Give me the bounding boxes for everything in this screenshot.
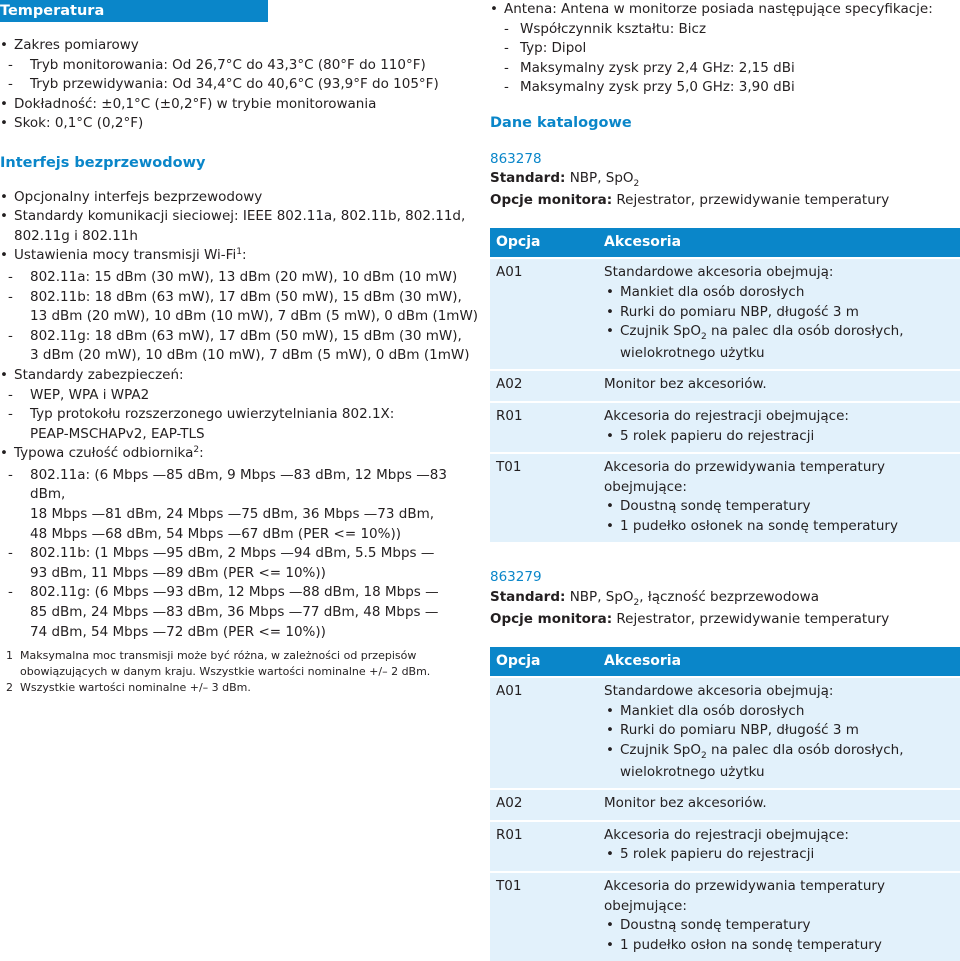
sensor-text-line2: wielokrotnego użytku [620,763,765,780]
power-a: - 802.11a: 15 dBm (30 mW), 13 dBm (20 mW), 10 dBm (10 mW) [8,268,458,285]
power-b-line1: 802.11b: 18 dBm (63 mW), 17 dBm (50 mW), 15 dBm (30 mW), [30,288,462,305]
footnote-1-line2: obowiązujących w danym kraju. Wszystkie wartości nominalne +/– 2 dBm. [20,665,431,678]
option-code: R01 [490,402,598,453]
wireless-optional: • Opcjonalny interfejs bezprzewodowy [0,188,480,208]
option-code: A01 [490,677,598,789]
accessory-desc [598,872,960,961]
accessories-table [490,228,960,542]
antenna-type: - Typ: Dipol [504,40,587,57]
option-code: R01 [490,821,598,872]
sensor-subscript: 2 [701,332,707,343]
sens-a-line2: 18 Mbps —81 dBm, 24 Mbps —75 dBm, 36 Mbps —73 dBm, [30,506,435,523]
row-bullet: • Doustną sondę temperatury [604,497,954,517]
table-row [490,677,960,789]
footnote-2-text: Wszystkie wartości nominalne +/– 3 dBm. [20,681,251,694]
sens-b-line2: 93 dBm, 11 Mbps —89 dBm (PER <= 10%)) [30,564,326,581]
power-title-text: Ustawienia mocy transmisji Wi-Fi [14,247,237,264]
row-bullet: • 5 rolek papieru do rejestracji [604,845,954,865]
sens-b-line1: 802.11b: (1 Mbps —95 dBm, 2 Mbps —94 dBm, 5.5 Mbps — [30,545,435,562]
monitor-mode: - Tryb monitorowania: Od 26,7°C do 43,3°C (80°F do 110°F) [8,56,426,73]
footnotes [0,648,470,696]
options-value: Rejestrator, przewidywanie temperatury [616,191,890,208]
table-row [490,872,960,961]
accessory-desc [598,677,960,789]
row-bullet: • 1 pudełko osłonek na sondę temperatury [604,517,954,537]
sens-g: - 802.11g: (6 Mbps —93 dBm, 12 Mbps —88 dBm, 18 Mbps — 85 dBm, 24 Mbps —83 dBm, 36 Mbps —77 dBm, 48 Mbps — 74 dBm, 54 Mbps —72 dBm (PER <= 10%)) [0,583,480,642]
step: • Skok: 0,1°C (0,2°F) [0,114,480,134]
accessory-desc: Monitor bez akcesoriów. [598,370,960,402]
antenna-gain24-text: Maksymalny zysk przy 2,4 GHz: 2,15 dBi [520,59,795,76]
table-row [490,789,960,821]
footnote-2 [0,680,470,696]
catalog-heading: Dane katalogowe [490,114,632,131]
col-accessories: Akcesoria [598,228,960,258]
sensor-subscript: 2 [701,751,707,762]
row-text: Akcesoria do rejestracji obejmujące: [604,407,849,424]
antenna-gain50: - Maksymalny zysk przy 5,0 GHz: 3,90 dBi [504,79,795,96]
sens-a: - 802.11a: (6 Mbps —85 dBm, 9 Mbps —83 dBm, 12 Mbps —83 dBm, 18 Mbps —81 dBm, 24 Mbps —75 dBm, 36 Mbps —73 dBm, 48 Mbps —68 dBm, 54 Mbps —67 dBm (PER <= 10%)) [0,466,480,544]
right-column [490,0,960,961]
options-label: Opcje monitora: [490,191,613,208]
option-code: A01 [490,258,598,370]
options-value: Rejestrator, przewidywanie temperatury [616,610,890,627]
antenna-shape-text: Współczynnik kształtu: Bicz [520,20,707,37]
model-options [490,610,960,630]
sensor-text: Czujnik SpO [620,323,701,340]
security-title: • Standardy zabezpieczeń: [0,366,480,386]
power-b-line2: 13 dBm (20 mW), 10 dBm (10 mW), 7 dBm (5 mW), 0 dBm (1mW) [30,308,479,325]
power-g-line2: 3 dBm (20 mW), 10 dBm (10 mW), 7 dBm (5 mW), 0 dBm (1mW) [30,347,470,364]
antenna-gain50-text: Maksymalny zysk przy 5,0 GHz: 3,90 dBi [520,79,795,96]
row-bullet: • 5 rolek papieru do rejestracji [604,427,954,447]
row-bullet: • Rurki do pomiaru NBP, długość 3 m [604,721,954,741]
row-bullet: • Mankiet dla osób dorosłych [604,283,954,303]
temperature-heading: Temperatura [0,0,268,22]
row-text: Akcesoria do rejestracji obejmujące: [604,826,849,843]
col-accessories: Akcesoria [598,647,960,677]
wireless-standards [0,207,480,246]
wireless-standards-line2: 802.11g i 802.11h [14,227,138,244]
power-a-text: 802.11a: 15 dBm (30 mW), 13 dBm (20 mW), 10 dBm (10 mW) [30,268,458,285]
accessories-table [490,647,960,961]
row-text-2: obejmujące: [604,478,687,495]
sens-g-line3: 74 dBm, 54 Mbps —72 dBm (PER <= 10%)) [30,623,326,640]
security-1: - WEP, WPA i WPA2 [8,386,150,403]
options-label: Opcje monitora: [490,610,613,627]
row-text: Standardowe akcesoria obejmują: [604,683,834,700]
security-2-line2: PEAP-MSCHAPv2, EAP-TLS [30,425,205,442]
left-column [0,0,480,694]
sensitivity-colon: : [199,445,204,462]
power-title [0,246,480,268]
standard-subscript: 2 [633,598,640,609]
table-header [490,647,960,677]
accessory-desc [598,402,960,453]
wireless-standards-line1: • Standardy komunikacji sieciowej: IEEE 802.11a, 802.11b, 802.11d, [14,208,466,225]
sens-b: - 802.11b: (1 Mbps —95 dBm, 2 Mbps —94 dBm, 5.5 Mbps — 93 dBm, 11 Mbps —89 dBm (PER <= 10%)) [0,544,480,583]
antenna-type-text: Typ: Dipol [520,40,587,57]
model-code: 863278 [490,150,542,167]
predict-mode-text: Tryb przewidywania: Od 34,4°C do 40,6°C (93,9°F do 105°F) [30,76,439,93]
power-b: - 802.11b: 18 dBm (63 mW), 17 dBm (50 mW), 15 dBm (30 mW), 13 dBm (20 mW), 10 dBm (10 mW), 7 dBm (5 mW), 0 dBm (1mW) [0,288,480,327]
power-g-line1: 802.11g: 18 dBm (63 mW), 17 dBm (50 mW), 15 dBm (30 mW), [30,327,462,344]
range-title: • Zakres pomiarowy [0,36,480,56]
row-text: Standardowe akcesoria obejmują: [604,264,834,281]
standard-value: NBP, SpO [569,170,634,187]
footnote-2-number: 2 [6,681,13,694]
row-bullet: • 1 pudełko osłon na sondę temperatury [604,936,954,956]
sensor-text: Czujnik SpO [620,742,701,759]
col-option: Opcja [490,647,598,677]
power-colon: : [241,247,247,264]
sens-a-line1: 802.11a: (6 Mbps —85 dBm, 9 Mbps —83 dBm, 12 Mbps —83 dBm, [30,466,447,503]
model-863279 [490,568,960,961]
row-text: Akcesoria do przewidywania temperatury [604,459,885,476]
standard-subscript: 2 [633,179,640,190]
security-2-line1: Typ protokołu rozszerzonego uwierzytelniania 802.1X: [30,406,395,423]
security-2: - Typ protokołu rozszerzonego uwierzytelniania 802.1X: PEAP-MSCHAPv2, EAP-TLS [0,405,480,444]
footnote-1-number: 1 [6,649,13,662]
standard-label: Standard: [490,589,566,606]
wireless-heading: Interfejs bezprzewodowy [0,154,206,171]
row-bullet [604,741,954,782]
accessory-desc: Monitor bez akcesoriów. [598,789,960,821]
temperature-section [0,36,480,134]
footnote-1-line1: Maksymalna moc transmisji może być różna, w zależności od przepisów [20,649,417,662]
option-code: T01 [490,453,598,542]
table-row [490,258,960,370]
model-standard [490,169,960,191]
sens-g-line2: 85 dBm, 24 Mbps —83 dBm, 36 Mbps —77 dBm, 48 Mbps — [30,604,439,621]
sens-a-line3: 48 Mbps —68 dBm, 54 Mbps —67 dBm (PER <= 10%)) [30,525,401,542]
monitor-mode-text: Tryb monitorowania: Od 26,7°C do 43,3°C (80°F do 110°F) [30,56,426,73]
row-text: Akcesoria do przewidywania temperatury [604,878,885,894]
power-footnote-ref: 1 [236,247,242,258]
table-row [490,821,960,872]
wireless-section [0,188,480,643]
accessory-desc [598,821,960,872]
table-header [490,228,960,258]
model-standard [490,588,960,610]
table-row [490,370,960,402]
sensor-text-line2: wielokrotnego użytku [620,344,765,361]
sens-g-line1: 802.11g: (6 Mbps —93 dBm, 12 Mbps —88 dBm, 18 Mbps — [30,584,439,601]
standard-tail: , łączność bezprzewodowa [639,589,819,606]
security-1-text: WEP, WPA i WPA2 [30,386,150,403]
standard-value: NBP, SpO [569,589,634,606]
model-options [490,191,960,211]
predict-mode: - Tryb przewidywania: Od 34,4°C do 40,6°C (93,9°F do 105°F) [8,76,439,93]
sensitivity-title [0,444,480,466]
sensitivity-title-text: Typowa czułość odbiornika [14,445,194,462]
col-option: Opcja [490,228,598,258]
row-bullet: • Mankiet dla osób dorosłych [604,702,954,722]
sensor-text-tail: na palec dla osób dorosłych, [706,323,904,340]
option-code: T01 [490,872,598,961]
standard-label: Standard: [490,170,566,187]
antenna-gain24: - Maksymalny zysk przy 2,4 GHz: 2,15 dBi [504,59,795,76]
model-863278 [490,150,960,543]
option-code: A02 [490,370,598,402]
option-code: A02 [490,789,598,821]
sensitivity-footnote-ref: 2 [193,445,200,456]
row-bullet: • Rurki do pomiaru NBP, długość 3 m [604,303,954,323]
antenna-shape: - Współczynnik kształtu: Bicz [504,20,707,37]
power-g: - 802.11g: 18 dBm (63 mW), 17 dBm (50 mW), 15 dBm (30 mW), 3 dBm (20 mW), 10 dBm (10 mW), 7 dBm (5 mW), 0 dBm (1mW) [0,327,480,366]
model-code: 863279 [490,569,542,586]
table-row [490,453,960,542]
row-text-2: obejmujące: [604,897,687,914]
accessory-desc [598,258,960,370]
row-bullet: • Doustną sondę temperatury [604,916,954,936]
antenna-title: • Antena: Antena w monitorze posiada następujące specyfikacje: [490,0,960,20]
accuracy: • Dokładność: ±0,1°C (±0,2°F) w trybie monitorowania [0,95,480,115]
sensor-text-tail: na palec dla osób dorosłych, [706,742,904,759]
footnote-1 [0,648,470,680]
accessory-desc [598,453,960,542]
row-bullet [604,322,954,363]
table-row [490,402,960,453]
